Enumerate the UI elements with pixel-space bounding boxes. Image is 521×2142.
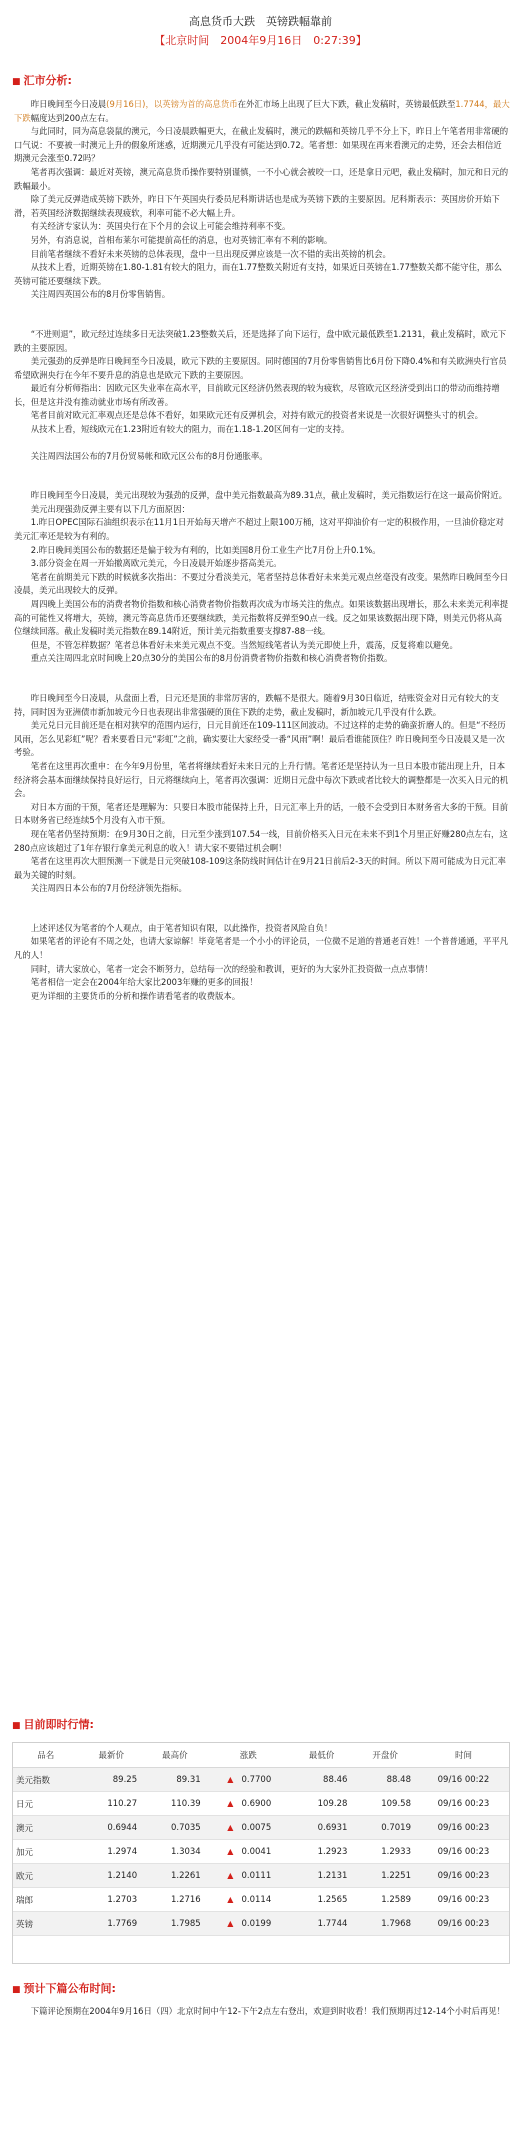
low-price: 1.2131 — [290, 1864, 354, 1888]
last-price: 1.2703 — [80, 1888, 144, 1912]
forex-analysis-heading — [12, 74, 72, 89]
paragraph: 但是，不管怎样数据？笔者总体看好未来美元观点不变。当然短线笔者认为美元即使上升，震荡，反复将难以避免。 — [30, 639, 458, 650]
paragraph: 昨日晚间至今日凌晨(9月16日)，以英镑为首的高息货币在外汇市场上出现了巨大下跌，截止发稿时，英镑最低跌至1.7744，最大下跌幅度达到200点左右。 — [14, 99, 510, 123]
up-triangle-icon: ▲ — [227, 1774, 234, 1784]
paragraph: 除了美元反弹造成英镑下跌外，昨日下午英国央行委员尼科斯讲话也是成为英镑下跌的主要原因。尼科斯表示：英国房价开始下滑，若英国经济数据继续表现疲软，利率可能不必大幅上升。 — [14, 194, 500, 218]
up-triangle-icon: ▲ — [227, 1798, 234, 1808]
up-triangle-icon: ▲ — [227, 1870, 234, 1880]
change-cell — [207, 1792, 290, 1816]
table-row — [12, 1912, 510, 1936]
paragraph: 3.部分资金在周一开始撤离欧元美元，今日凌晨开始逐步搭高美元。 — [30, 558, 282, 569]
last-price: 0.6944 — [80, 1816, 144, 1840]
paragraph: 笔者目前对欧元汇率观点还是总体不看好，如果欧元还有反弹机会，对持有欧元的投资者来说是一次很好调整头寸的机会。 — [30, 410, 484, 421]
quotes-header-row — [12, 1742, 510, 1768]
currency-name: 瑞郎 — [12, 1888, 80, 1912]
change-value: 0.0041 — [241, 1846, 272, 1857]
next-publish-section — [14, 2005, 510, 2019]
open-price: 0.7019 — [353, 1816, 417, 1840]
table-row — [12, 1888, 510, 1912]
low-price: 109.28 — [290, 1792, 354, 1816]
table-row — [12, 1768, 510, 1792]
paragraph: 笔者在这里再次重申：在今年9月份里，笔者将继续看好未来日元的上升行情。笔者还是坚持认为一旦日本股市能出现上升，日本经济将会基本面继续保持良好运行，日元将继续向上，笔者再次强调：近期日元盘中每次下跌或者比较大的调整都是一次买入日元的机会。 — [14, 760, 509, 799]
change-value: 0.7700 — [241, 1774, 272, 1785]
highlighted-phrase: (9月16日)，以英镑为首的高息货币 — [106, 99, 238, 109]
change-cell — [207, 1864, 290, 1888]
paragraph: 更为详细的主要货币的分析和操作请看笔者的收费版本。 — [30, 990, 241, 1001]
last-price: 1.2140 — [80, 1864, 144, 1888]
change-value: 0.0199 — [241, 1918, 272, 1929]
change-value: 0.6900 — [241, 1798, 272, 1809]
paragraph-spacer — [14, 437, 510, 450]
paragraph: 最近有分析师指出：因欧元区失业率在高水平，目前欧元区经济仍然表现的较为疲软，尽管欧元区经济受到出口的带动而维持增长，但是这并没有推动就业市场有所改善。 — [14, 383, 500, 407]
currency-name: 日元 — [12, 1792, 80, 1816]
high-price: 1.2261 — [143, 1864, 207, 1888]
change-cell — [207, 1768, 290, 1792]
currency-name: 美元指数 — [12, 1768, 80, 1792]
paragraph: 1.昨日OPEC国际石油组织表示在11月1日开始每天增产不超过上限100万桶，这对平抑油价有一定的积极作用，一旦油价稳定对美元汇率还是较为有利的。 — [14, 517, 504, 542]
change-cell — [207, 1840, 290, 1864]
paragraph: 2.昨日晚间美国公布的数据还是偏于较为有利的，比如美国8月份工业生产比7月份上升0.1%。 — [30, 544, 381, 555]
analysis-article — [14, 98, 510, 1003]
up-triangle-icon: ▲ — [227, 1918, 234, 1928]
paragraph: 笔者再次强调：最近对英镑，澳元高息货币操作要特别谨慎，一不小心就会被咬一口，还是拿日元吧，截止发稿时，加元和日元的跌幅最小。 — [14, 166, 509, 191]
quote-time: 09/16 00:23 — [417, 1888, 510, 1912]
paragraph: 同时，请大家放心，笔者一定会不断努力，总结每一次的经验和教训，更好的为大家外汇投资做一点点事情！ — [30, 963, 433, 974]
paragraph: 周四晚上美国公布的消费者物价指数和核心消费者物价指数再次成为市场关注的焦点。如果该数据出现增长，那么未来美元利率提高的可能性又将增大，英镑，澳元等高息货币还要继续跌，美元指数将反弹至90点一线。反之如果该数据出现下降，则美元仍将从高位继续回落。截止发稿时美元指数在89.14附近，预计美元指数重要支撑87-88一线。 — [14, 599, 509, 637]
up-triangle-icon: ▲ — [227, 1822, 234, 1832]
paragraph: 美元兑日元目前还是在相对狭窄的范围内运行，日元目前还在109-111区间波动。不过这样的走势的确蛮折磨人的。但是“不经历风雨，怎么见彩虹”呢？看来要看日元“彩虹”之前，确实要让大家经受一番“风雨”啊！最后看谁能顶住？昨日晚间至今日凌晨又是一次考验。 — [14, 720, 506, 758]
paragraph: 另外，有消息说，首相布莱尔可能提前高任的消息，也对英镑汇率有不利的影响。 — [30, 234, 333, 245]
table-row — [12, 1864, 510, 1888]
paragraph: 与此同时，同为高息袋鼠的澳元，今日凌晨跌幅更大，在截止发稿时，澳元的跌幅和英镑几乎不分上下，昨日上午笔者用非常硬的口气说：不要被一时澳元上升的假象所迷惑，近期澳元几乎没有可能达到0.72。笔者想：如果现在再来看澳元的走势，还会去相信近期澳元会涨至0.72吗？ — [14, 126, 509, 164]
paragraph-spacer — [14, 896, 510, 922]
next-publish-text: 下篇评论预期在2004年9月16日（四）北京时间中午12-下午2点左右登出，欢迎到时收看！我们预期再过12-14个小时后再见！ — [30, 2006, 506, 2016]
paragraph: 关注周四法国公布的7月份贸易帐和欧元区公布的8月份通胀率。 — [30, 450, 268, 461]
square-bullet-icon: ■ — [12, 77, 21, 87]
high-price: 1.7985 — [143, 1912, 207, 1936]
paragraph-spacer — [14, 463, 510, 489]
last-price: 1.7769 — [80, 1912, 144, 1936]
paragraph: 对日本方面的干预，笔者还是理解为：只要日本股市能保持上升，日元汇率上升的话，一般不会受到日本财务省大多的干预。目前日本财务省已经连续5个月没有入市干预。 — [14, 801, 509, 826]
open-price: 109.58 — [353, 1792, 417, 1816]
quote-time: 09/16 00:23 — [417, 1840, 510, 1864]
column-header-name: 品名 — [12, 1742, 80, 1768]
change-value: 0.0114 — [241, 1894, 272, 1905]
high-price: 89.31 — [143, 1768, 207, 1792]
high-price: 110.39 — [143, 1792, 207, 1816]
paragraph: 从技术上看，近期英镑在1.80-1.81有较大的阻力，而在1.77整数关附近有支持，如果近日英镑在1.77整数关都不能守住，那么英镑可能还要继续下跌。 — [14, 262, 503, 286]
quote-time: 09/16 00:23 — [417, 1816, 510, 1840]
low-price: 88.46 — [290, 1768, 354, 1792]
table-row — [12, 1840, 510, 1864]
currency-name: 英镑 — [12, 1912, 80, 1936]
paragraph: 昨日晚间至今日凌晨，美元出现较为强劲的反弹，盘中美元指数最高为89.31点，截止发稿时，美元指数运行在这一最高价附近。 — [30, 490, 508, 501]
column-header-high: 最高价 — [143, 1742, 207, 1768]
high-price: 1.3034 — [143, 1840, 207, 1864]
paragraph: 有关经济专家认为：英国央行在下个月的会议上可能会维持利率不变。 — [30, 221, 291, 232]
up-triangle-icon: ▲ — [227, 1894, 234, 1904]
open-price: 1.2589 — [353, 1888, 417, 1912]
high-price: 0.7035 — [143, 1816, 207, 1840]
quote-time: 09/16 00:23 — [417, 1792, 510, 1816]
last-price: 1.2974 — [80, 1840, 144, 1864]
up-triangle-icon: ▲ — [227, 1846, 234, 1856]
forex-analysis-title: 汇市分析: — [23, 74, 72, 87]
low-price: 1.2923 — [290, 1840, 354, 1864]
paragraph: 笔者相信一定会在2004年给大家比2003年赚的更多的回报！ — [30, 977, 258, 988]
paragraph: 从技术上看，短线欧元在1.23附近有较大的阻力，而在1.18-1.20区间有一定的支持。 — [30, 424, 350, 435]
paragraph-spacer — [14, 666, 510, 692]
quote-time: 09/16 00:23 — [417, 1864, 510, 1888]
paragraph: 关注周四英国公布的8月份零售销售。 — [30, 289, 171, 300]
column-header-time: 时间 — [417, 1742, 510, 1768]
change-cell — [207, 1888, 290, 1912]
paragraph: 目前笔者继续不看好未来英镑的总体表现，盘中一旦出现反弹应该是一次不错的卖出英镑的机会。 — [30, 248, 391, 259]
low-price: 1.7744 — [290, 1912, 354, 1936]
open-price: 1.2933 — [353, 1840, 417, 1864]
next-publish-title: 预计下篇公布时间: — [23, 1982, 116, 1995]
column-header-open: 开盘价 — [353, 1742, 417, 1768]
open-price: 88.48 — [353, 1768, 417, 1792]
currency-name: 加元 — [12, 1840, 80, 1864]
paragraph: 笔者在这里再次大胆预测一下就是日元突破108-109这条防线时间估计在9月21日前后2-3天的时间。所以下周可能成为日元汇率最为关键的时刻。 — [14, 856, 506, 880]
highlighted-phrase: 1.7744，最大下跌 — [14, 99, 510, 123]
low-price: 0.6931 — [290, 1816, 354, 1840]
column-header-low: 最低价 — [290, 1742, 354, 1768]
change-value: 0.0075 — [241, 1822, 272, 1833]
next-publish-heading — [12, 1982, 116, 1997]
quotes-title: 目前即时行情: — [23, 1718, 94, 1731]
paragraph: 笔者在前期美元下跌的时候就多次指出：不要过分看淡美元，笔者坚持总体看好未来美元观点丝毫没有改变。果然昨日晚间至今日凌晨，美元出现较大的反弹。 — [14, 571, 509, 596]
change-cell — [207, 1912, 290, 1936]
paragraph-spacer — [14, 302, 510, 328]
high-price: 1.2716 — [143, 1888, 207, 1912]
quote-time: 09/16 00:22 — [417, 1768, 510, 1792]
paragraph: 重点关注周四北京时间晚上20点30分的美国公布的8月份消费者物价指数和核心消费者物价指数。 — [30, 653, 393, 664]
square-bullet-icon: ■ — [12, 1721, 21, 1731]
paragraph: 昨日晚间至今日凌晨，从盘面上看，日元还是顶的非常厉害的，跌幅不是很大。随着9月30日临近，结账资金对日元有较大的支持，同时因为亚洲债市新加坡元今日也表现出非常强硬的顶住下跌的走势，截止发稿时，新加坡元几乎没有什么跌。 — [14, 692, 500, 717]
open-price: 1.7968 — [353, 1912, 417, 1936]
open-price: 1.2251 — [353, 1864, 417, 1888]
column-header-last: 最新价 — [80, 1742, 144, 1768]
quote-time: 09/16 00:23 — [417, 1912, 510, 1936]
currency-name: 澳元 — [12, 1816, 80, 1840]
table-row — [12, 1816, 510, 1840]
paragraph: 美元强劲的反弹是昨日晚间至今日凌晨，欧元下跌的主要原因。同时德国的7月份零售销售比6月份下降0.4%和有关欧洲央行官员希望欧洲央行在今年不要升息的消息也是欧元下跌的主要原因。 — [14, 356, 507, 380]
table-row — [12, 1792, 510, 1816]
currency-name: 欧元 — [12, 1864, 80, 1888]
paragraph: “不进则退”，欧元经过连续多日无法突破1.23整数关后，还是选择了向下运行，盘中欧元最低跌至1.2131，截止发稿时，欧元下跌的主要原因。 — [14, 328, 507, 353]
last-price: 89.25 — [80, 1768, 144, 1792]
paragraph: 美元出现强劲反弹主要有以下几方面原因： — [30, 503, 190, 514]
square-bullet-icon: ■ — [12, 1985, 21, 1995]
paragraph: 如果笔者的评论有不周之处，也请大家谅解！毕竟笔者是一个小小的评论员，一位微不足道的普通老百姓！一个普普通通，平平凡凡的人！ — [14, 936, 509, 961]
low-price: 1.2565 — [290, 1888, 354, 1912]
page-title: 高息货币大跌 英镑跌幅靠前 — [189, 15, 332, 28]
page-timestamp: 【北京时间 2004年9月16日 0:27:39】 — [154, 34, 367, 47]
change-value: 0.0111 — [241, 1870, 272, 1881]
column-header-change: 涨跌 — [207, 1742, 290, 1768]
quotes-heading — [12, 1718, 94, 1733]
last-price: 110.27 — [80, 1792, 144, 1816]
change-cell — [207, 1816, 290, 1840]
paragraph: 关注周四日本公布的7月份经济领先指标。 — [30, 883, 187, 894]
paragraph: 上述评述仅为笔者的个人观点，由于笔者知识有限，以此操作，投资者风险自负！ — [30, 922, 333, 933]
paragraph: 现在笔者仍坚持预期：在9月30日之前，日元至少涨到107.54一线，目前价格买入日元在未来不到1个月里正好赚280点左右，这280点应该超过了1年存银行拿美元利息的收入！请大家不要错过机会啊！ — [14, 828, 508, 853]
quotes-table — [12, 1742, 510, 1936]
